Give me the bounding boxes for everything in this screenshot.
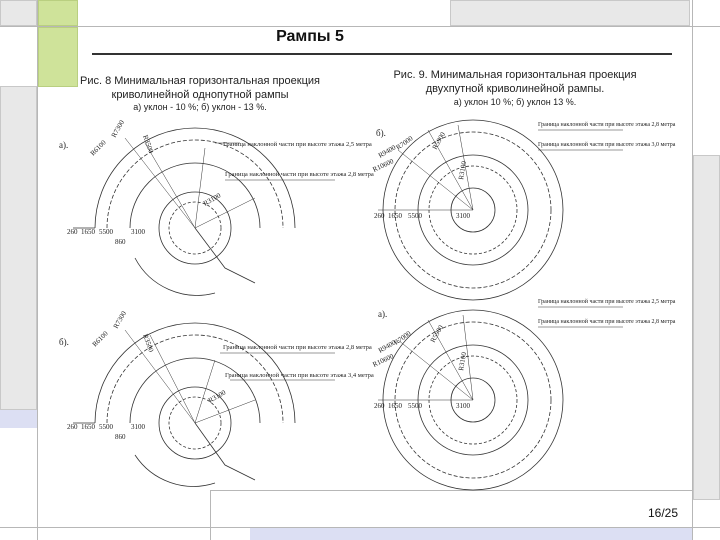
- fig8a-radius-3: R3500: [141, 133, 156, 155]
- fig8b-radius-1: R7300: [111, 309, 129, 330]
- fig8a-dim-2: 1650: [81, 228, 95, 236]
- fig9a-radius-4: R5900: [428, 323, 446, 344]
- deco-block-top-left: [0, 0, 37, 26]
- fig9a-boundary-2: Граница наклонной части при высоте этажа 2,8 метра: [538, 319, 676, 325]
- fig8b-boundary-2: Граница наклонной части при высоте этажа 3,4 метра: [225, 372, 374, 379]
- fig9a-radius-1: R10600: [371, 352, 395, 369]
- slide-title: Рампы 5: [276, 28, 344, 45]
- deco-block-left-accent: [0, 410, 37, 428]
- fig8b-label: б).: [59, 337, 69, 347]
- deco-block-top-right: [450, 0, 690, 26]
- fig8b-radius-4: R3100: [207, 388, 228, 405]
- fig8-subcaption: а) уклон - 10 %; б) уклон - 13 %.: [133, 102, 267, 112]
- fig8a-dim-5: 860: [115, 238, 126, 246]
- fig9b-dim-3: 5500: [408, 212, 422, 220]
- fig8b-boundary-1: Граница наклонной части при высоте этажа 2,8 метра: [223, 344, 372, 351]
- fig9a-dim-3: 5500: [408, 402, 422, 410]
- fig9a-dim-1: 260: [374, 402, 385, 410]
- fig8b-radius-2: R6100: [90, 329, 110, 349]
- fig8-caption-line2: криволинейной однопутной рампы: [111, 89, 289, 101]
- fig9b-boundary-2: Граница наклонной части при высоте этажа 3,0 метра: [538, 142, 676, 148]
- frame-inner-bottom-hline: [210, 490, 692, 491]
- page-number: 16/25: [648, 506, 679, 520]
- deco-block-right-column: [693, 155, 720, 500]
- fig8a-dim-3: 5500: [99, 228, 113, 236]
- fig9a-label: а).: [378, 309, 388, 319]
- fig8-caption-line1: Рис. 8 Минимальная горизонтальная проекция: [79, 75, 320, 87]
- fig9b-dim-4: 3100: [456, 212, 470, 220]
- fig9-subcaption: а) уклон 10 %; б) уклон 13 %.: [453, 97, 577, 107]
- fig8b-dim-5: 860: [115, 433, 126, 441]
- fig9a-ramp-diagram: [368, 295, 676, 490]
- fig8a-label: а).: [59, 140, 69, 150]
- fig8a-ramp-diagram: [55, 118, 374, 298]
- fig9b-boundary-1: Граница наклонной части при высоте этажа 2,8 метра: [538, 122, 676, 128]
- fig9a-radius-3: R7000: [392, 329, 413, 347]
- fig8a-dim-4: 3100: [131, 228, 145, 236]
- fig8a-radius-2: R6100: [88, 138, 108, 158]
- fig8a-boundary-1: Граница наклонной части при высоте этажа 2,5 метра: [223, 141, 372, 148]
- deco-block-left-column: [0, 86, 37, 410]
- frame-top-line: [0, 26, 720, 27]
- fig9b-radius-4: R5900: [430, 130, 448, 151]
- fig8b-dim-3: 5500: [99, 423, 113, 431]
- fig9b-dim-1: 260: [374, 212, 385, 220]
- fig9b-dim-2: 1650: [388, 212, 402, 220]
- deco-block-green-top: [38, 0, 78, 26]
- fig9a-boundary-1: Граница наклонной части при высоте этажа 2,5 метра: [538, 299, 676, 305]
- fig8a-dim-1: 260: [67, 228, 78, 236]
- fig8b-dim-2: 1650: [81, 423, 95, 431]
- deco-block-bottom-accent: [250, 528, 692, 540]
- fig9b-radius-5: R3100: [457, 160, 469, 181]
- fig9b-radius-2: R9400: [377, 143, 398, 160]
- fig8a-radius-1: R7300: [109, 118, 127, 139]
- fig8b-dim-4: 3100: [131, 423, 145, 431]
- fig9-caption-line2: двухпутной криволинейной рампы.: [425, 83, 605, 95]
- frame-inner-bottom-line: [210, 490, 211, 540]
- fig9-caption-line1: Рис. 9. Минимальная горизонтальная проекция: [393, 69, 637, 81]
- fig9a-dim-4: 3100: [456, 402, 470, 410]
- fig9b-ramp-diagram: [368, 110, 676, 295]
- fig8b-dim-1: 260: [67, 423, 78, 431]
- fig9a-radius-2: R9400: [377, 338, 398, 355]
- fig9b-label: б).: [376, 128, 386, 138]
- title-underline: [92, 53, 672, 55]
- fig9b-radius-1: R10600: [371, 157, 395, 174]
- fig8b-radius-3: R3500: [141, 332, 156, 354]
- fig8a-radius-4: R3100: [202, 191, 223, 208]
- fig8a-boundary-2: Граница наклонной части при высоте этажа 2,8 метра: [225, 171, 374, 178]
- fig9b-radius-3: R7000: [394, 134, 415, 152]
- fig9a-dim-2: 1650: [388, 402, 402, 410]
- fig8b-ramp-diagram: [55, 305, 374, 485]
- fig9a-radius-5: R3100: [457, 351, 469, 372]
